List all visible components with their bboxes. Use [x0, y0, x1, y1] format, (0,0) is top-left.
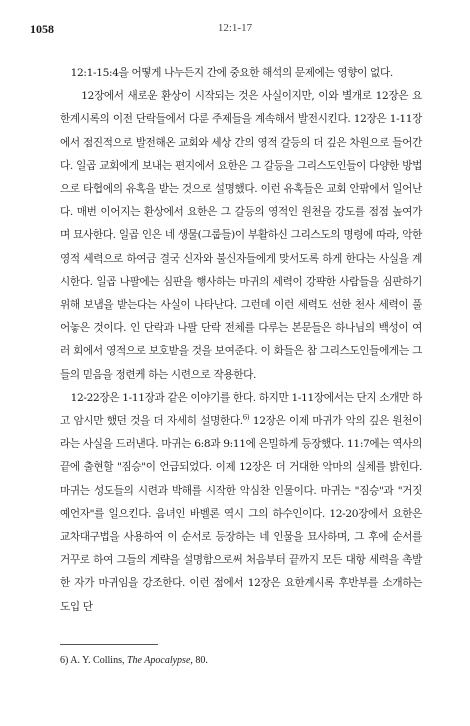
footnote-reference: 6)	[242, 413, 250, 422]
page-header	[0, 22, 470, 42]
footnote-label: 6) A. Y. Collins,	[60, 655, 127, 666]
paragraph-1: 12:1-15:4을 어떻게 나누든지 간에 중요한 해석의 문제에는 영향이 없다.	[70, 67, 393, 79]
footnote-page: , 80.	[190, 655, 208, 666]
footnote-divider	[60, 644, 158, 645]
footnote	[60, 655, 422, 666]
body-text	[60, 62, 422, 619]
paragraph-2: 12장에서 새로운 환상이 시작되는 것은 사실이지만, 이와 별개로 12장은 요한계시록의 이전 단락들에서 다룬 주제들을 계속해서 발전시킨다. 12장은 1-11장에서 점진적으로 발전해온 교회와 세상 간의 영적 갈등의 더 깊은 차원으로 들어간다. 일곱 교회에게 보내는 편지에서 요한은 그 갈등을 그리스도인들이 다양한 방법으로 타협에의 유혹을 받는 것으로 설명했다. 이런 유혹들은 교회 안팎에서 일어난다. 매번 이어지는 환상에서 요한은 그 갈등의 영적인 원천을 강도를 점점 높여가며 묘사한다. 일곱 인은 네 생물(그룹들)이 부활하신 그리스도의 명령에 따라, 악한 영적 세력으로 하여금 결국 신자와 불신자들에게 맞서도록 하게 한다는 사실을 계시한다. 일곱 나팔에는 심판을 행사하는 마귀의 세력이 강퍅한 사람들을 심판하기 위해 보냄을 받는다는 사실이 나타난다. 그런데 이런 세력도 선한 천사 세력이 풀어놓은 것이다. 인 단락과 나팔 단락 전체를 다루는 본문들은 하나님의 백성이 여러 회에서 영적으로 보호받을 것을 보여준다. 이 화들은 참 그리스도인들에게는 그들의 믿음을 정련케 하는 시련으로 작용한다.	[60, 90, 422, 381]
footnote-title: The Apocalypse	[126, 655, 191, 666]
paragraph-3-lead: 12-22장은 1-11장과 같은 이야기를 한다. 하지만 1-11장에서는 단지 소개만 하고 암시만 했던 것을 더 자세히 설명한다.	[60, 391, 422, 428]
running-head: 12:1-17	[217, 22, 253, 34]
page-number: 1058	[30, 22, 54, 36]
paragraph-3-rest: 12장은 이제 마귀가 악의 깊은 원천이라는 사실을 드러낸다. 마귀는 6:8과 9:11에 은밀하게 등장했다. 11:7에는 역사의 끝에 출현할 "짐승"이 언급되었다. 이제 12장은 더 거대한 악마의 실체를 밝힌다. 마귀는 성도들의 시련과 박해를 시작한 악심찬 인물이다. 마귀는 "짐승"과 "거짓 예언자"를 일으킨다. 음녀인 바벨론 역시 그의 하수인이다. 12-20장에서 요한은 교차대구법을 사용하여 이 순서로 등장하는 네 인물을 묘사하며, 그 후에 순서를 거꾸로 하여 그들의 계략을 설명함으로써 처음부터 끝까지 모든 대항 세력을 촉발한 자가 마귀임을 강조한다. 이런 점에서 12장은 요한계시록 후반부를 소개하는 도입 단	[60, 415, 422, 613]
paragraph-3	[60, 387, 422, 619]
